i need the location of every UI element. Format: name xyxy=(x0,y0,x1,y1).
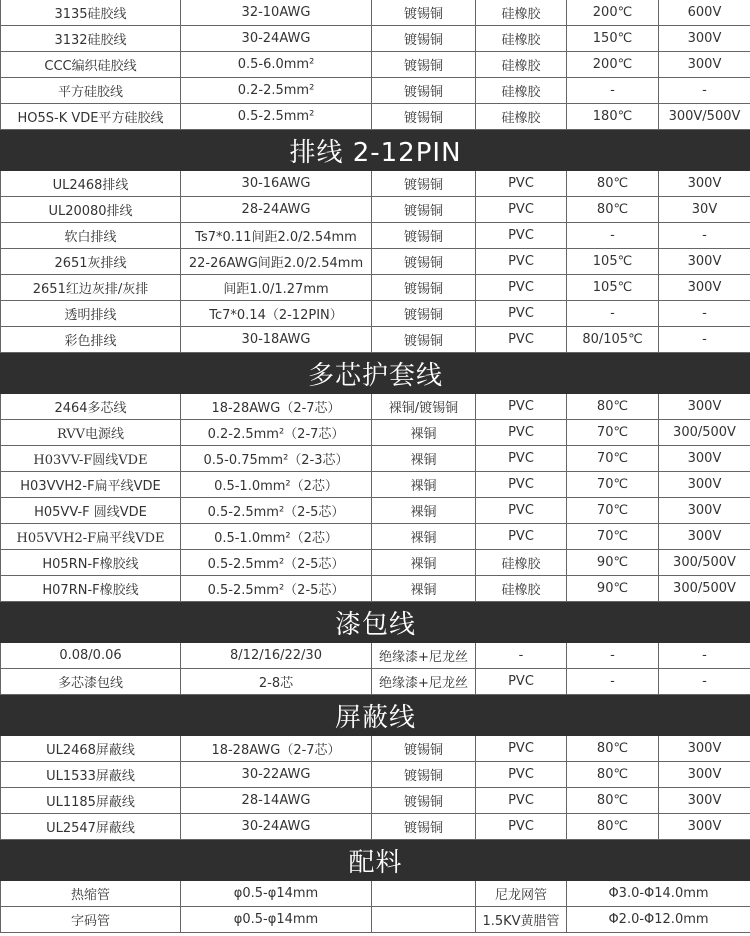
conductor: 镀锡铜 xyxy=(372,788,476,814)
insulation: 硅橡胶 xyxy=(476,0,567,26)
blank-cell xyxy=(372,907,476,933)
voltage: 300V xyxy=(659,249,750,275)
accessory-spec: Φ3.0-Φ14.0mm xyxy=(567,881,750,907)
product-name: H03VVH2-F扁平线VDE xyxy=(1,472,181,498)
temperature: 80℃ xyxy=(567,788,659,814)
section-title xyxy=(1,840,750,881)
voltage: 300/500V xyxy=(659,550,750,576)
table-row xyxy=(1,736,750,762)
product-name: UL1185屏蔽线 xyxy=(1,788,181,814)
section-title xyxy=(1,695,750,736)
table-row xyxy=(1,814,750,840)
temperature: - xyxy=(567,78,659,104)
product-spec: 32-10AWG xyxy=(181,0,372,26)
conductor: 镀锡铜 xyxy=(372,736,476,762)
voltage: 300V xyxy=(659,472,750,498)
product-name: H05VV-F 圆线VDE xyxy=(1,498,181,524)
conductor: 镀锡铜 xyxy=(372,104,476,130)
conductor: 裸铜/镀锡铜 xyxy=(372,394,476,420)
insulation: PVC xyxy=(476,736,567,762)
section-title xyxy=(1,130,750,171)
conductor: 裸铜 xyxy=(372,524,476,550)
product-name: CCC编织硅胶线 xyxy=(1,52,181,78)
voltage: - xyxy=(659,78,750,104)
product-spec: 0.5-0.75mm²（2-3芯） xyxy=(181,446,372,472)
voltage: - xyxy=(659,643,750,669)
product-spec: 8/12/16/22/30 xyxy=(181,643,372,669)
table-row xyxy=(1,104,750,130)
table-row xyxy=(1,446,750,472)
voltage: 300V xyxy=(659,498,750,524)
conductor: 镀锡铜 xyxy=(372,301,476,327)
product-name: UL2468排线 xyxy=(1,171,181,197)
product-name: H05RN-F橡胶线 xyxy=(1,550,181,576)
product-spec: 0.5-6.0mm² xyxy=(181,52,372,78)
voltage: 300V xyxy=(659,814,750,840)
product-name: 彩色排线 xyxy=(1,327,181,353)
voltage: 300V xyxy=(659,788,750,814)
table-row xyxy=(1,643,750,669)
table-row xyxy=(1,223,750,249)
section-title-text: 多芯护套线 xyxy=(307,360,443,391)
temperature: - xyxy=(567,643,659,669)
product-name: 3132硅胶线 xyxy=(1,26,181,52)
product-spec: 0.5-1.0mm²（2芯） xyxy=(181,524,372,550)
conductor: 裸铜 xyxy=(372,446,476,472)
insulation: PVC xyxy=(476,249,567,275)
blank-cell xyxy=(372,881,476,907)
voltage: 300V xyxy=(659,171,750,197)
accessory-row xyxy=(1,881,750,907)
table-row xyxy=(1,275,750,301)
insulation: 硅橡胶 xyxy=(476,52,567,78)
product-name: H05VVH2-F扁平线VDE xyxy=(1,524,181,550)
accessory-name: 热缩管 xyxy=(1,881,181,907)
table-row xyxy=(1,26,750,52)
conductor: 镀锡铜 xyxy=(372,52,476,78)
insulation: PVC xyxy=(476,394,567,420)
product-spec: 18-28AWG（2-7芯） xyxy=(181,394,372,420)
accessory-name: 字码管 xyxy=(1,907,181,933)
table-row xyxy=(1,669,750,695)
table-row xyxy=(1,301,750,327)
table-row xyxy=(1,762,750,788)
table-row xyxy=(1,498,750,524)
section-header xyxy=(1,130,750,171)
product-spec: 0.5-2.5mm² xyxy=(181,104,372,130)
temperature: 80/105℃ xyxy=(567,327,659,353)
temperature: 180℃ xyxy=(567,104,659,130)
temperature: 70℃ xyxy=(567,472,659,498)
product-name: RVV电源线 xyxy=(1,420,181,446)
temperature: 90℃ xyxy=(567,576,659,602)
section-title-text: 排线 2-12PIN xyxy=(289,137,462,168)
temperature: 70℃ xyxy=(567,498,659,524)
table-row xyxy=(1,524,750,550)
table-row xyxy=(1,420,750,446)
temperature: 70℃ xyxy=(567,524,659,550)
temperature: 90℃ xyxy=(567,550,659,576)
table-row xyxy=(1,171,750,197)
voltage: 30V xyxy=(659,197,750,223)
conductor: 镀锡铜 xyxy=(372,327,476,353)
product-name: H07RN-F橡胶线 xyxy=(1,576,181,602)
product-spec: Tc7*0.14（2-12PIN） xyxy=(181,301,372,327)
insulation: PVC xyxy=(476,524,567,550)
conductor: 裸铜 xyxy=(372,576,476,602)
accessory-spec: Φ2.0-Φ12.0mm xyxy=(567,907,750,933)
product-spec: 0.5-1.0mm²（2芯） xyxy=(181,472,372,498)
insulation: PVC xyxy=(476,197,567,223)
insulation: PVC xyxy=(476,814,567,840)
product-spec: 0.5-2.5mm²（2-5芯） xyxy=(181,550,372,576)
insulation: 硅橡胶 xyxy=(476,78,567,104)
insulation: 硅橡胶 xyxy=(476,576,567,602)
table-row xyxy=(1,472,750,498)
temperature: 80℃ xyxy=(567,814,659,840)
section-title xyxy=(1,353,750,394)
section-title-text: 漆包线 xyxy=(334,609,416,640)
product-spec: 30-18AWG xyxy=(181,327,372,353)
product-name: 平方硅胶线 xyxy=(1,78,181,104)
temperature: 200℃ xyxy=(567,0,659,26)
conductor: 镀锡铜 xyxy=(372,26,476,52)
accessory-row xyxy=(1,907,750,933)
product-spec: 30-22AWG xyxy=(181,762,372,788)
temperature: 80℃ xyxy=(567,394,659,420)
product-name: UL20080排线 xyxy=(1,197,181,223)
voltage: 300/500V xyxy=(659,420,750,446)
temperature: 80℃ xyxy=(567,736,659,762)
table-row xyxy=(1,327,750,353)
temperature: 80℃ xyxy=(567,171,659,197)
product-name: 2651红边灰排/灰排 xyxy=(1,275,181,301)
conductor: 镀锡铜 xyxy=(372,275,476,301)
section-header xyxy=(1,695,750,736)
insulation: PVC xyxy=(476,446,567,472)
section-title xyxy=(1,602,750,643)
temperature: 70℃ xyxy=(567,446,659,472)
conductor: 镀锡铜 xyxy=(372,249,476,275)
product-name: 多芯漆包线 xyxy=(1,669,181,695)
temperature: 80℃ xyxy=(567,762,659,788)
voltage: - xyxy=(659,669,750,695)
product-spec: 22-26AWG间距2.0/2.54mm xyxy=(181,249,372,275)
product-name: 软白排线 xyxy=(1,223,181,249)
section-title-text: 屏蔽线 xyxy=(334,702,416,733)
accessory-name: 1.5KV黄腊管 xyxy=(476,907,567,933)
product-spec: 0.2-2.5mm²（2-7芯） xyxy=(181,420,372,446)
conductor: 绝缘漆+尼龙丝 xyxy=(372,669,476,695)
conductor: 镀锡铜 xyxy=(372,171,476,197)
conductor: 镀锡铜 xyxy=(372,78,476,104)
insulation: 硅橡胶 xyxy=(476,26,567,52)
insulation: PVC xyxy=(476,301,567,327)
voltage: 300V/500V xyxy=(659,104,750,130)
insulation: PVC xyxy=(476,762,567,788)
table-row xyxy=(1,249,750,275)
temperature: 70℃ xyxy=(567,420,659,446)
product-name: 透明排线 xyxy=(1,301,181,327)
product-spec: 0.2-2.5mm² xyxy=(181,78,372,104)
section-title-text: 配料 xyxy=(348,847,403,878)
product-spec: 0.5-2.5mm²（2-5芯） xyxy=(181,576,372,602)
product-spec: Ts7*0.11间距2.0/2.54mm xyxy=(181,223,372,249)
temperature: - xyxy=(567,223,659,249)
conductor: 镀锡铜 xyxy=(372,197,476,223)
product-name: 3135硅胶线 xyxy=(1,0,181,26)
insulation: 硅橡胶 xyxy=(476,104,567,130)
accessory-spec: φ0.5-φ14mm xyxy=(181,881,372,907)
insulation: 硅橡胶 xyxy=(476,550,567,576)
insulation: PVC xyxy=(476,788,567,814)
voltage: 300/500V xyxy=(659,576,750,602)
product-spec: 间距1.0/1.27mm xyxy=(181,275,372,301)
product-spec: 18-28AWG（2-7芯） xyxy=(181,736,372,762)
table-row xyxy=(1,78,750,104)
temperature: 200℃ xyxy=(567,52,659,78)
insulation: PVC xyxy=(476,327,567,353)
voltage: 300V xyxy=(659,26,750,52)
voltage: 300V xyxy=(659,446,750,472)
table-row xyxy=(1,52,750,78)
voltage: - xyxy=(659,327,750,353)
conductor: 镀锡铜 xyxy=(372,762,476,788)
voltage: 300V xyxy=(659,524,750,550)
product-spec: 30-24AWG xyxy=(181,26,372,52)
product-spec: 28-14AWG xyxy=(181,788,372,814)
product-name: 2464多芯线 xyxy=(1,394,181,420)
voltage: - xyxy=(659,223,750,249)
conductor: 裸铜 xyxy=(372,550,476,576)
voltage: 300V xyxy=(659,52,750,78)
table-row xyxy=(1,0,750,26)
conductor: 镀锡铜 xyxy=(372,814,476,840)
conductor: 镀锡铜 xyxy=(372,223,476,249)
conductor: 裸铜 xyxy=(372,498,476,524)
voltage: 300V xyxy=(659,762,750,788)
insulation: PVC xyxy=(476,223,567,249)
accessory-name: 尼龙网管 xyxy=(476,881,567,907)
temperature: - xyxy=(567,301,659,327)
product-name: 0.08/0.06 xyxy=(1,643,181,669)
product-spec: 30-16AWG xyxy=(181,171,372,197)
temperature: - xyxy=(567,669,659,695)
insulation: PVC xyxy=(476,420,567,446)
temperature: 105℃ xyxy=(567,275,659,301)
product-name: UL2547屏蔽线 xyxy=(1,814,181,840)
voltage: 300V xyxy=(659,736,750,762)
product-spec: 30-24AWG xyxy=(181,814,372,840)
temperature: 105℃ xyxy=(567,249,659,275)
conductor: 裸铜 xyxy=(372,472,476,498)
section-header xyxy=(1,353,750,394)
section-header xyxy=(1,602,750,643)
temperature: 150℃ xyxy=(567,26,659,52)
conductor: 绝缘漆+尼龙丝 xyxy=(372,643,476,669)
insulation: - xyxy=(476,643,567,669)
insulation: PVC xyxy=(476,669,567,695)
product-name: UL2468屏蔽线 xyxy=(1,736,181,762)
voltage: 600V xyxy=(659,0,750,26)
table-row xyxy=(1,394,750,420)
conductor: 镀锡铜 xyxy=(372,0,476,26)
insulation: PVC xyxy=(476,472,567,498)
insulation: PVC xyxy=(476,171,567,197)
accessory-spec: φ0.5-φ14mm xyxy=(181,907,372,933)
product-name: H03VV-F圆线VDE xyxy=(1,446,181,472)
table-row xyxy=(1,197,750,223)
temperature: 80℃ xyxy=(567,197,659,223)
table-row xyxy=(1,576,750,602)
voltage: - xyxy=(659,301,750,327)
product-spec: 0.5-2.5mm²（2-5芯） xyxy=(181,498,372,524)
product-name: 2651灰排线 xyxy=(1,249,181,275)
product-spec: 28-24AWG xyxy=(181,197,372,223)
table-row xyxy=(1,788,750,814)
voltage: 300V xyxy=(659,275,750,301)
product-name: UL1533屏蔽线 xyxy=(1,762,181,788)
insulation: PVC xyxy=(476,275,567,301)
voltage: 300V xyxy=(659,394,750,420)
conductor: 裸铜 xyxy=(372,420,476,446)
product-spec: 2-8芯 xyxy=(181,669,372,695)
table-row xyxy=(1,550,750,576)
section-header xyxy=(1,840,750,881)
product-name: HO5S-K VDE平方硅胶线 xyxy=(1,104,181,130)
insulation: PVC xyxy=(476,498,567,524)
